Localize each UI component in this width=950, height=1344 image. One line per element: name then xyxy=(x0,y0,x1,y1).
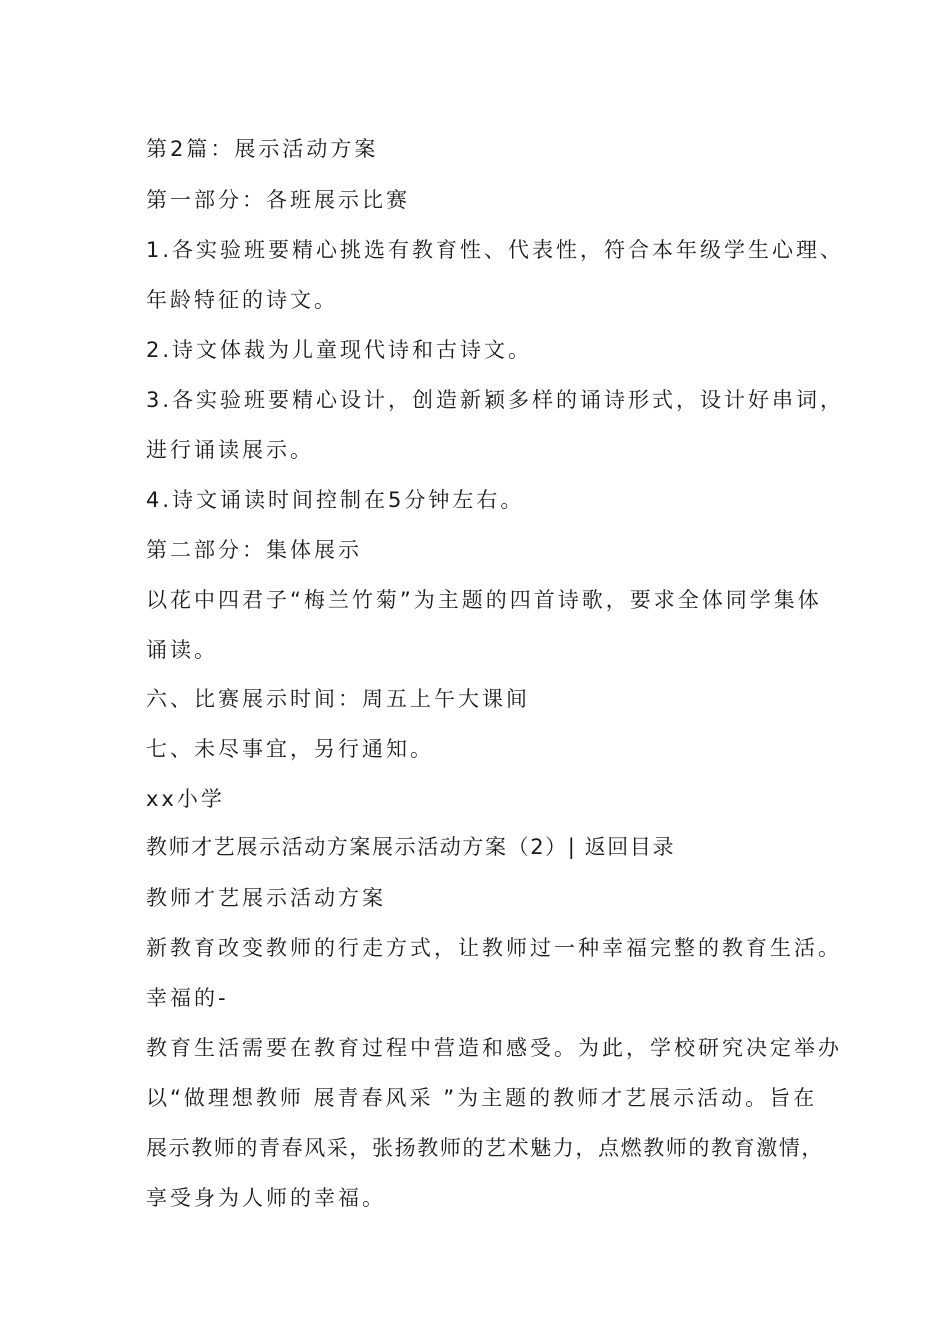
paragraph-line: 进行诵读展示。 xyxy=(146,438,314,462)
paragraph-line: 1.各实验班要精心挑选有教育性、代表性，符合本年级学生心理、 xyxy=(146,238,845,262)
paragraph-line: 4.诗文诵读时间控制在5分钟左右。 xyxy=(146,488,525,512)
paragraph-line: 七、未尽事宜，另行通知。 xyxy=(146,737,434,761)
toc-link-line[interactable]: 教师才艺展示活动方案展示活动方案（2）| 返回目录 xyxy=(146,835,676,859)
section-heading-part-one: 第一部分：各班展示比赛 xyxy=(146,188,410,212)
paragraph-line: 新教育改变教师的行走方式，让教师过一种幸福完整的教育生活。 xyxy=(146,936,842,960)
paragraph-line: 幸福的- xyxy=(146,986,229,1010)
paragraph-line: 以花中四君子“梅兰竹菊”为主题的四首诗歌，要求全体同学集体 xyxy=(146,588,822,612)
paragraph-line: 以“做理想教师 展青春风采 ”为主题的教师才艺展示活动。旨在 xyxy=(146,1086,818,1110)
paragraph-line: 教育生活需要在教育过程中营造和感受。为此，学校研究决定举办 xyxy=(146,1036,842,1060)
paragraph-line: 2.诗文体裁为儿童现代诗和古诗文。 xyxy=(146,338,533,362)
paragraph-line: 3.各实验班要精心设计，创造新颖多样的诵诗形式，设计好串词， xyxy=(146,388,845,412)
paragraph-line: 年龄特征的诗文。 xyxy=(146,288,338,312)
paragraph-line: 享受身为人师的幸福。 xyxy=(146,1186,386,1210)
signature-school: xx小学 xyxy=(146,787,225,811)
paragraph-line: 六、比赛展示时间：周五上午大课间 xyxy=(146,687,530,711)
article-title: 第2篇：展示活动方案 xyxy=(146,137,379,161)
paragraph-line: 展示教师的青春风采，张扬教师的艺术魅力，点燃教师的教育激情， xyxy=(146,1136,824,1160)
section-heading-part-two: 第二部分：集体展示 xyxy=(146,538,362,562)
paragraph-line: 诵读。 xyxy=(146,638,218,662)
section-title-teacher-talent: 教师才艺展示活动方案 xyxy=(146,886,386,910)
